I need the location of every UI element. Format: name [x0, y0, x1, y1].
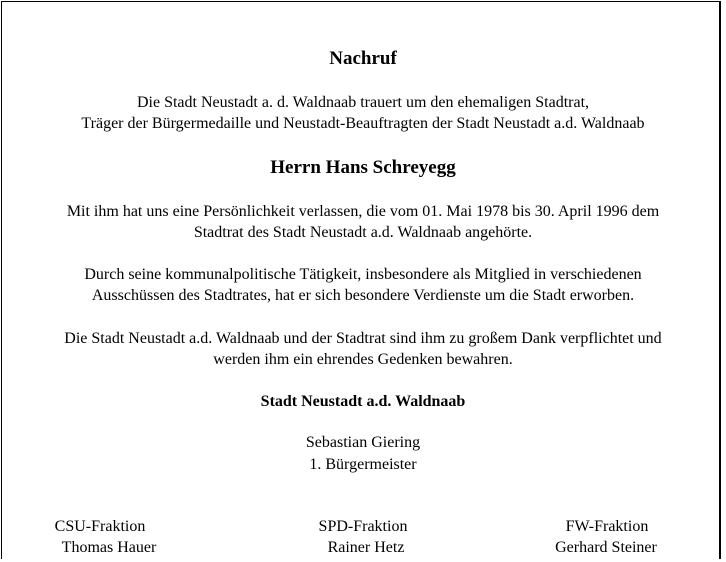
paragraph-3-line-2: werden ihm ein ehrendes Gedenken bewahren. [213, 351, 513, 368]
deceased-name: Herrn Hans Schreyegg [270, 157, 456, 178]
signature-organization: Stadt Neustadt a.d. Waldnaab [260, 393, 466, 410]
fw-faction-label: FW-Fraktion [565, 518, 649, 535]
page-title: Nachruf [329, 48, 397, 69]
intro-line-1: Die Stadt Neustadt a. d. Waldnaab trauert um den ehemaligen Stadtrat, [136, 94, 590, 111]
paragraph-1-line-1: Mit ihm hat uns eine Persönlichkeit verlassen, die vom 01. Mai 1978 bis 30. April 1996 dem [66, 203, 660, 220]
paragraph-2-line-1: Durch seine kommunalpolitische Tätigkeit, insbesondere als Mitglied in verschiedenen [84, 266, 642, 283]
mayor-title: 1. Bürgermeister [309, 456, 417, 473]
intro-line-2: Träger der Bürgermedaille und Neustadt-Beauftragten der Stadt Neustadt a.d. Waldnaab [81, 115, 645, 132]
fw-faction-person: Gerhard Steiner [555, 539, 657, 556]
csu-faction-person: Thomas Hauer [61, 539, 157, 556]
spd-faction-label: SPD-Fraktion [318, 518, 408, 535]
paragraph-1-line-2: Stadtrat des Stadt Neustadt a.d. Waldnaab angehörte. [193, 224, 533, 241]
mayor-name: Sebastian Giering [305, 434, 421, 451]
paragraph-2-line-2: Ausschüssen des Stadtrates, hat er sich besondere Verdienste um die Stadt erworben. [91, 287, 635, 304]
spd-faction-person: Rainer Hetz [327, 539, 405, 556]
paragraph-3-line-1: Die Stadt Neustadt a.d. Waldnaab und der Stadtrat sind ihm zu großem Dank verpflichtet und [64, 330, 662, 347]
csu-faction-label: CSU-Fraktion [54, 518, 146, 535]
